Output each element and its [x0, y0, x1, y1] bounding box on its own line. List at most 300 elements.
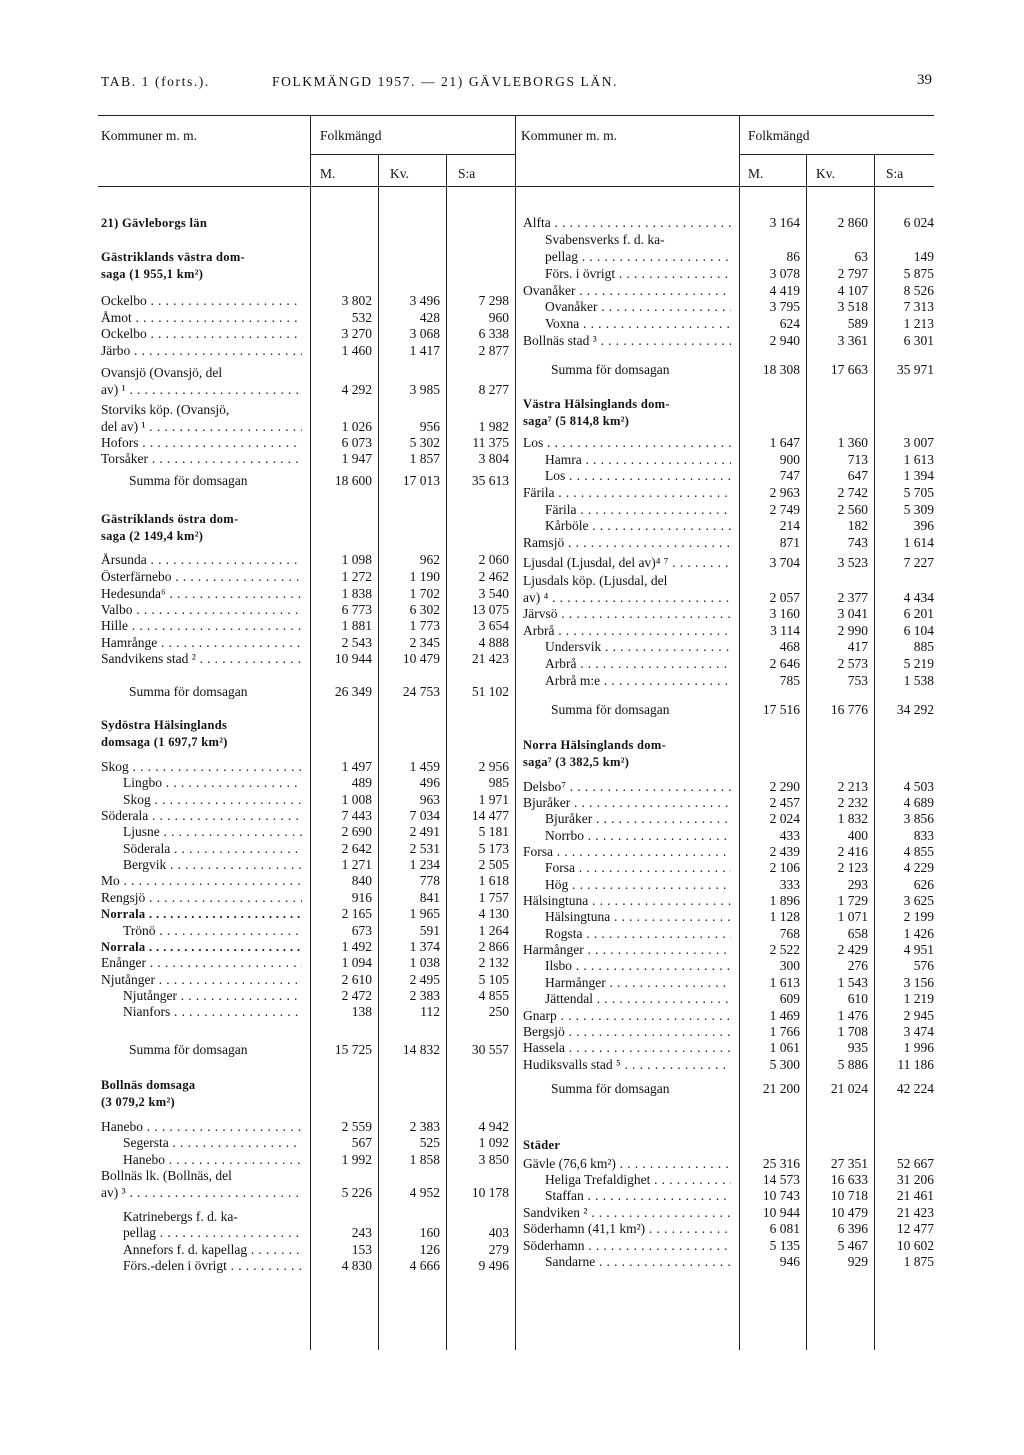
value-men: 1 469 — [769, 1008, 800, 1023]
row-label: Storviks köp. (Ovansjö, — [101, 403, 230, 417]
row-label: Bjuråker . . . — [545, 812, 731, 826]
row-label: 21) Gävleborgs län — [101, 216, 208, 230]
value-men: 15 725 — [334, 1042, 372, 1057]
value-men: 1 497 — [341, 759, 372, 774]
value-men: 532 — [351, 310, 372, 325]
value-men: 2 559 — [341, 1119, 372, 1134]
value-men: 3 704 — [769, 555, 800, 570]
value-men: 21 200 — [762, 1081, 800, 1096]
value-women: 160 — [419, 1225, 440, 1240]
value-women: 17 013 — [402, 473, 440, 488]
value-total: 576 — [913, 958, 934, 973]
row-label: Norrala . . . — [101, 940, 302, 954]
value-total: 4 130 — [478, 906, 509, 921]
value-total: 9 496 — [478, 1258, 509, 1273]
value-women: 3 518 — [837, 299, 868, 314]
value-total: 4 229 — [903, 860, 934, 875]
value-men: 2 457 — [769, 795, 800, 810]
value-total: 1 618 — [478, 873, 509, 888]
value-women: 16 633 — [830, 1172, 868, 1187]
value-women: 3 361 — [837, 333, 868, 348]
value-total: 1 426 — [903, 926, 934, 941]
value-total: 3 654 — [478, 618, 509, 633]
value-men: 18 600 — [334, 473, 372, 488]
value-total: 885 — [913, 639, 934, 654]
value-men: 624 — [779, 316, 800, 331]
value-total: 52 667 — [896, 1156, 934, 1171]
value-women: 1 708 — [837, 1024, 868, 1039]
row-label: Gästriklands östra dom- — [101, 512, 239, 526]
row-label: Hamra . . . — [545, 453, 731, 467]
value-total: 31 206 — [896, 1172, 934, 1187]
row-label: Förs. i övrigt . . . — [545, 267, 731, 281]
value-men: 785 — [779, 673, 800, 688]
row-label: Ljusdals köp. (Ljusdal, del — [523, 574, 668, 588]
value-women: 10 479 — [830, 1205, 868, 1220]
value-women: 525 — [419, 1135, 440, 1150]
row-label: Sandarne . . . — [545, 1255, 731, 1269]
value-women: 647 — [847, 468, 868, 483]
col-header-folkmangd: Folkmängd — [748, 128, 810, 143]
value-men: 2 610 — [341, 972, 372, 987]
row-label: saga⁷ (3 382,5 km²) — [523, 755, 630, 769]
row-label: Jättendal . . . — [545, 992, 731, 1006]
value-total: 12 477 — [896, 1221, 934, 1236]
value-men: 2 749 — [769, 502, 800, 517]
value-total: 2 945 — [903, 1008, 934, 1023]
value-women: 10 718 — [830, 1188, 868, 1203]
value-total: 5 309 — [903, 502, 934, 517]
value-women: 6 396 — [837, 1221, 868, 1236]
col-header-men: M. — [320, 166, 336, 181]
row-label: Ockelbo . . . — [101, 294, 302, 308]
value-men: 2 057 — [769, 590, 800, 605]
value-total: 1 613 — [903, 452, 934, 467]
row-label: Arbrå . . . — [523, 624, 731, 638]
value-women: 2 573 — [837, 656, 868, 671]
row-label: Hälsingtuna . . . — [523, 894, 731, 908]
value-women: 1 543 — [837, 975, 868, 990]
value-total: 7 227 — [903, 555, 934, 570]
row-label: Njutånger . . . — [101, 973, 302, 987]
value-men: 2 165 — [341, 906, 372, 921]
value-men: 609 — [779, 991, 800, 1006]
value-women: 4 952 — [409, 1185, 440, 1200]
value-women: 2 531 — [409, 841, 440, 856]
row-label: Åmot . . . — [101, 311, 302, 325]
row-label: Svabensverks f. d. ka- — [545, 233, 665, 247]
row-label: pellag . . . — [123, 1226, 302, 1240]
value-total: 1 092 — [478, 1135, 509, 1150]
row-label: Bollnäs domsaga — [101, 1078, 196, 1092]
value-total: 11 375 — [472, 435, 509, 450]
value-total: 4 942 — [478, 1119, 509, 1134]
value-men: 3 114 — [770, 623, 800, 638]
row-label: Skog . . . — [123, 793, 302, 807]
value-men: 4 830 — [341, 1258, 372, 1273]
value-men: 768 — [779, 926, 800, 941]
value-total: 8 277 — [478, 382, 509, 397]
value-total: 6 338 — [478, 326, 509, 341]
value-women: 1 190 — [409, 569, 440, 584]
row-label: Undersvik . . . — [545, 640, 731, 654]
row-label: (3 079,2 km²) — [101, 1095, 175, 1109]
row-label: Arbrå m:e . . . — [545, 674, 731, 688]
value-total: 5 219 — [903, 656, 934, 671]
value-men: 86 — [786, 249, 800, 264]
row-label: Söderhamn (41,1 km²) . . . — [523, 1222, 731, 1236]
row-label: Trönö . . . — [123, 924, 302, 938]
row-label: Ilsbo . . . — [545, 959, 731, 973]
value-total: 1 614 — [903, 535, 934, 550]
row-label: Hofors . . . — [101, 436, 302, 450]
value-men: 10 944 — [762, 1205, 800, 1220]
value-men: 840 — [351, 873, 372, 888]
value-women: 1 857 — [409, 451, 440, 466]
value-women: 1 832 — [837, 811, 868, 826]
row-label: Söderhamn . . . — [523, 1239, 731, 1253]
value-women: 16 776 — [830, 702, 868, 717]
value-total: 2 199 — [903, 909, 934, 924]
col-header-kommuner: Kommuner m. m. — [521, 128, 617, 143]
value-total: 396 — [913, 518, 934, 533]
value-men: 18 308 — [762, 362, 800, 377]
col-header-total: S:a — [458, 166, 476, 181]
value-total: 3 625 — [903, 893, 934, 908]
value-women: 1 459 — [409, 759, 440, 774]
value-men: 6 773 — [341, 602, 372, 617]
value-women: 14 832 — [402, 1042, 440, 1057]
value-women: 3 985 — [409, 382, 440, 397]
value-women: 963 — [419, 792, 440, 807]
value-women: 496 — [419, 775, 440, 790]
value-men: 10 944 — [334, 651, 372, 666]
row-label: Katrinebergs f. d. ka- — [123, 1210, 238, 1224]
value-women: 2 123 — [837, 860, 868, 875]
value-total: 30 557 — [471, 1042, 509, 1057]
value-women: 1 038 — [409, 955, 440, 970]
row-label: av) ¹ . . . — [101, 383, 302, 397]
row-label: Summa för domsagan — [129, 1043, 248, 1057]
value-men: 300 — [779, 958, 800, 973]
row-label: Ljusdal (Ljusdal, del av)⁴ ⁷ . . . — [523, 556, 731, 570]
value-women: 5 302 — [409, 435, 440, 450]
value-men: 2 940 — [769, 333, 800, 348]
value-total: 11 186 — [897, 1057, 934, 1072]
value-women: 112 — [420, 1004, 440, 1019]
value-total: 4 503 — [903, 779, 934, 794]
page-number: 39 — [917, 72, 932, 88]
row-label: domsaga (1 697,7 km²) — [101, 735, 228, 749]
value-women: 1 729 — [837, 893, 868, 908]
value-women: 24 753 — [402, 684, 440, 699]
value-women: 3 068 — [409, 326, 440, 341]
value-women: 1 476 — [837, 1008, 868, 1023]
value-total: 10 602 — [896, 1238, 934, 1253]
value-total: 5 875 — [903, 266, 934, 281]
row-label: Bollnäs lk. (Bollnäs, del — [101, 1169, 232, 1183]
value-men: 6 081 — [769, 1221, 800, 1236]
value-total: 4 689 — [903, 795, 934, 810]
row-label: Förs.-delen i övrigt . . . — [123, 1259, 302, 1273]
value-total: 3 850 — [478, 1152, 509, 1167]
value-women: 1 773 — [409, 618, 440, 633]
row-label: saga (2 149,4 km²) — [101, 529, 204, 543]
value-women: 1 360 — [837, 435, 868, 450]
col-rule — [515, 115, 516, 1350]
value-women: 126 — [419, 1242, 440, 1257]
value-women: 1 702 — [409, 586, 440, 601]
value-women: 962 — [419, 552, 440, 567]
col-header-men: M. — [748, 166, 764, 181]
value-total: 42 224 — [896, 1081, 934, 1096]
row-label: Valbo . . . — [101, 603, 302, 617]
value-men: 2 646 — [769, 656, 800, 671]
value-women: 956 — [419, 419, 440, 434]
value-women: 182 — [847, 518, 868, 533]
value-total: 51 102 — [471, 684, 509, 699]
row-label: Staffan . . . — [545, 1189, 731, 1203]
value-total: 5 181 — [478, 824, 509, 839]
value-men: 871 — [779, 535, 800, 550]
value-men: 468 — [779, 639, 800, 654]
row-label: Torsåker . . . — [101, 452, 302, 466]
row-label: av) ³ . . . — [101, 1186, 302, 1200]
value-total: 2 462 — [478, 569, 509, 584]
value-men: 2 690 — [341, 824, 372, 839]
value-men: 489 — [351, 775, 372, 790]
row-label: Ovansjö (Ovansjö, del — [101, 366, 223, 380]
value-men: 433 — [779, 828, 800, 843]
value-total: 1 538 — [903, 673, 934, 688]
row-label: Västra Hälsinglands dom- — [523, 397, 670, 411]
row-label: Delsbo⁷ . . . — [523, 780, 731, 794]
value-men: 1 992 — [341, 1152, 372, 1167]
value-men: 2 543 — [341, 635, 372, 650]
row-label: saga⁷ (5 814,8 km²) — [523, 414, 630, 428]
row-label: Arbrå . . . — [545, 657, 731, 671]
value-women: 610 — [847, 991, 868, 1006]
row-label: Järbo . . . — [101, 344, 302, 358]
value-women: 21 024 — [830, 1081, 868, 1096]
folkmangd-rule-left — [310, 154, 515, 155]
value-women: 5 467 — [837, 1238, 868, 1253]
row-label: Alfta . . . — [523, 216, 731, 230]
value-women: 428 — [419, 310, 440, 325]
value-total: 2 505 — [478, 857, 509, 872]
value-women: 2 990 — [837, 623, 868, 638]
row-label: Ovanåker . . . — [545, 300, 731, 314]
value-total: 3 007 — [903, 435, 934, 450]
row-label: Gävle (76,6 km²) . . . — [523, 1157, 731, 1171]
value-men: 333 — [779, 877, 800, 892]
value-women: 2 345 — [409, 635, 440, 650]
value-women: 17 663 — [830, 362, 868, 377]
value-men: 1 613 — [769, 975, 800, 990]
row-label: Ovanåker . . . — [523, 284, 731, 298]
value-men: 10 743 — [762, 1188, 800, 1203]
value-women: 1 417 — [409, 343, 440, 358]
value-men: 2 472 — [341, 988, 372, 1003]
value-women: 1 071 — [837, 909, 868, 924]
value-men: 2 963 — [769, 485, 800, 500]
value-total: 3 804 — [478, 451, 509, 466]
value-men: 14 573 — [762, 1172, 800, 1187]
value-men: 4 292 — [341, 382, 372, 397]
value-total: 2 060 — [478, 552, 509, 567]
value-men: 5 226 — [341, 1185, 372, 1200]
value-women: 63 — [854, 249, 868, 264]
value-men: 2 024 — [769, 811, 800, 826]
value-total: 1 757 — [478, 890, 509, 905]
row-label: Bjuråker . . . — [523, 796, 731, 810]
row-label: Rengsjö . . . — [101, 891, 302, 905]
row-label: Söderala . . . — [123, 842, 302, 856]
value-women: 417 — [847, 639, 868, 654]
value-men: 5 135 — [769, 1238, 800, 1253]
col-header-folkmangd: Folkmängd — [320, 128, 382, 143]
row-label: Gästriklands västra dom- — [101, 250, 246, 264]
value-women: 7 034 — [409, 808, 440, 823]
value-women: 2 495 — [409, 972, 440, 987]
row-label: Summa för domsagan — [551, 363, 670, 377]
value-women: 3 523 — [837, 555, 868, 570]
row-label: Bollnäs stad ³ . . . — [523, 334, 731, 348]
row-label: Njutånger . . . — [123, 989, 302, 1003]
row-label: Hudiksvalls stad ⁵ . . . — [523, 1058, 731, 1072]
row-label: del av) ¹ . . . — [101, 420, 302, 434]
value-women: 2 491 — [409, 824, 440, 839]
value-men: 1 766 — [769, 1024, 800, 1039]
value-total: 6 104 — [903, 623, 934, 638]
value-men: 26 349 — [334, 684, 372, 699]
value-men: 2 642 — [341, 841, 372, 856]
row-label: Kårböle . . . — [545, 519, 731, 533]
value-total: 626 — [913, 877, 934, 892]
value-women: 5 886 — [837, 1057, 868, 1072]
value-men: 243 — [351, 1225, 372, 1240]
value-men: 900 — [779, 452, 800, 467]
value-women: 10 479 — [402, 651, 440, 666]
value-women: 1 858 — [409, 1152, 440, 1167]
row-label: Rogsta . . . — [545, 927, 731, 941]
row-label: Lingbo . . . — [123, 776, 302, 790]
value-women: 2 742 — [837, 485, 868, 500]
row-label: Ockelbo . . . — [101, 327, 302, 341]
value-men: 1 272 — [341, 569, 372, 584]
value-total: 14 477 — [471, 808, 509, 823]
value-women: 2 416 — [837, 844, 868, 859]
value-total: 403 — [488, 1225, 509, 1240]
value-women: 2 560 — [837, 502, 868, 517]
value-total: 2 877 — [478, 343, 509, 358]
col-header-total: S:a — [886, 166, 904, 181]
row-label: Färila . . . — [545, 503, 731, 517]
value-men: 1 098 — [341, 552, 372, 567]
value-men: 747 — [779, 468, 800, 483]
value-men: 2 439 — [769, 844, 800, 859]
value-women: 743 — [847, 535, 868, 550]
row-label: Sydöstra Hälsinglands — [101, 718, 228, 732]
value-total: 279 — [488, 1242, 509, 1257]
value-men: 673 — [351, 923, 372, 938]
value-total: 13 075 — [471, 602, 509, 617]
value-total: 4 855 — [478, 988, 509, 1003]
value-total: 5 173 — [478, 841, 509, 856]
value-men: 916 — [351, 890, 372, 905]
value-women: 3 041 — [837, 606, 868, 621]
value-women: 27 351 — [830, 1156, 868, 1171]
row-label: Norrbo . . . — [545, 829, 731, 843]
value-men: 5 300 — [769, 1057, 800, 1072]
row-label: Österfärnebo . . . — [101, 570, 302, 584]
value-men: 3 164 — [769, 215, 800, 230]
value-total: 1 264 — [478, 923, 509, 938]
row-label: Årsunda . . . — [101, 553, 302, 567]
value-women: 753 — [847, 673, 868, 688]
row-label: Bergsjö . . . — [523, 1025, 731, 1039]
value-total: 7 313 — [903, 299, 934, 314]
value-women: 276 — [847, 958, 868, 973]
row-label: Bergvik . . . — [123, 858, 302, 872]
value-men: 214 — [779, 518, 800, 533]
row-label: Los . . . — [523, 436, 731, 450]
row-label: Gnarp . . . — [523, 1009, 731, 1023]
row-label: Städer — [523, 1138, 561, 1152]
value-men: 3 802 — [341, 293, 372, 308]
value-total: 1 219 — [903, 991, 934, 1006]
value-total: 21 423 — [471, 651, 509, 666]
value-total: 250 — [488, 1004, 509, 1019]
value-women: 658 — [847, 926, 868, 941]
col-header-kommuner: Kommuner m. m. — [101, 128, 197, 143]
row-label: Norrala . . . — [101, 907, 302, 921]
value-men: 2 106 — [769, 860, 800, 875]
value-women: 2 213 — [837, 779, 868, 794]
value-total: 985 — [488, 775, 509, 790]
value-women: 2 860 — [837, 215, 868, 230]
value-men: 7 443 — [341, 808, 372, 823]
row-label: Summa för domsagan — [551, 703, 670, 717]
value-men: 3 160 — [769, 606, 800, 621]
value-total: 1 213 — [903, 316, 934, 331]
value-men: 1 026 — [341, 419, 372, 434]
value-women: 841 — [419, 890, 440, 905]
value-men: 946 — [779, 1254, 800, 1269]
value-total: 35 613 — [471, 473, 509, 488]
value-women: 4 107 — [837, 283, 868, 298]
value-total: 3 540 — [478, 586, 509, 601]
value-total: 1 394 — [903, 468, 934, 483]
value-men: 1 460 — [341, 343, 372, 358]
value-total: 3 856 — [903, 811, 934, 826]
value-total: 1 875 — [903, 1254, 934, 1269]
row-label: Forsa . . . — [545, 861, 731, 875]
value-men: 2 290 — [769, 779, 800, 794]
folkmangd-rule-right — [739, 154, 934, 155]
value-men: 1 492 — [341, 939, 372, 954]
value-women: 2 383 — [409, 988, 440, 1003]
row-label: Norra Hälsinglands dom- — [523, 738, 667, 752]
value-total: 1 971 — [478, 792, 509, 807]
row-label: Ramsjö . . . — [523, 536, 731, 550]
value-total: 6 301 — [903, 333, 934, 348]
value-total: 35 971 — [896, 362, 934, 377]
row-label: Nianfors . . . — [123, 1005, 302, 1019]
row-label: Summa för domsagan — [129, 685, 248, 699]
value-total: 5 705 — [903, 485, 934, 500]
value-men: 25 316 — [762, 1156, 800, 1171]
